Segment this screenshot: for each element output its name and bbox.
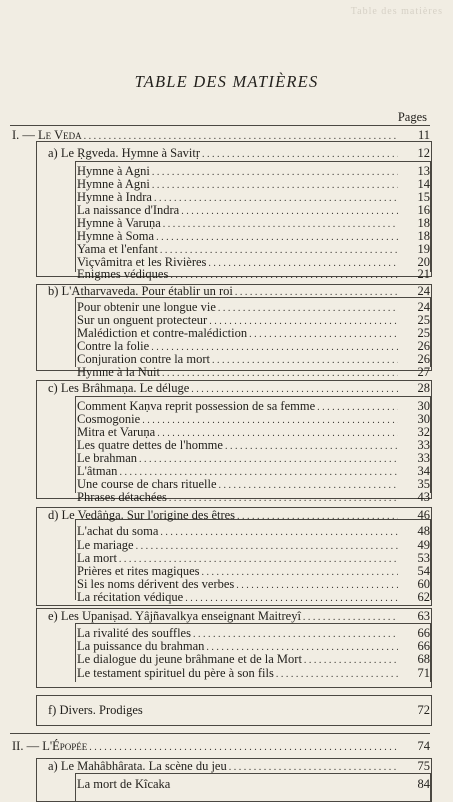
toc-entry-title: L'achat du soma: [77, 524, 159, 538]
toc-page-number: 34: [417, 464, 430, 478]
toc-section-a: [48, 146, 430, 160]
toc-page-number: 14: [417, 177, 430, 191]
toc-page-number: 18: [417, 216, 430, 230]
toc-page-number: 30: [417, 412, 430, 426]
toc-page-number: 46: [417, 508, 430, 522]
toc-entry-title: Hymne à la Nuit: [77, 365, 160, 379]
toc-entry-title: L'âtman: [77, 464, 118, 478]
toc-page-number: 66: [417, 626, 430, 640]
toc-page-number: 24: [417, 300, 430, 314]
toc-item: [77, 524, 430, 538]
top-rule: [10, 125, 430, 126]
toc-entry-title: La récitation védique: [77, 590, 184, 604]
toc-page-number: 24: [417, 284, 430, 298]
toc-page-number: 35: [417, 477, 430, 491]
toc-section-d: [48, 508, 430, 522]
toc-section-c: [48, 381, 430, 395]
toc-entry-title: Pour obtenir une longue vie: [77, 300, 216, 314]
toc-page-number: 25: [417, 313, 430, 327]
toc-entry-title: d) Le Vedâṅga. Sur l'origine des êtres: [48, 508, 236, 522]
toc-page-number: 26: [417, 352, 430, 366]
toc-page-number: 68: [417, 652, 430, 666]
toc-entry-title: La puissance du brahman: [77, 639, 205, 653]
toc-entry-title: c) Les Brâhmaṇa. Le déluge: [48, 381, 190, 395]
toc-page-number: 66: [417, 639, 430, 653]
mid-rule: [10, 733, 430, 734]
toc-page-number: 62: [417, 590, 430, 604]
dot-leader: [229, 761, 398, 775]
dot-leader: [276, 668, 398, 682]
toc-page-number: 18: [417, 229, 430, 243]
toc-entry-title: Hymne à Varuṇa: [77, 216, 161, 230]
toc-entry-title: La mort: [77, 551, 117, 565]
toc-item: [77, 399, 430, 413]
toc-page-number: 20: [417, 255, 430, 269]
toc-entry-title: II. — L'Épopée: [12, 739, 88, 753]
toc-item: [77, 300, 430, 314]
toc-entry-title: Cosmogonie: [77, 412, 141, 426]
toc-item: [77, 538, 430, 552]
toc-item: [77, 365, 430, 379]
toc-item: [77, 190, 430, 204]
toc-page-number: 27: [417, 365, 430, 379]
toc-entry-title: Si les noms dérivent des verbes: [77, 577, 235, 591]
toc-item: [77, 203, 430, 217]
dot-leader: [237, 510, 398, 524]
toc-entry-title: Le mariage: [77, 538, 134, 552]
toc-page-number: 16: [417, 203, 430, 217]
toc-page-number: 26: [417, 339, 430, 353]
toc-section-e: [48, 609, 430, 623]
toc-entry-title: I. — Le Veda: [12, 128, 82, 142]
toc-page-number: 25: [417, 326, 430, 340]
toc-page-number: 75: [417, 759, 430, 773]
toc-item: [77, 490, 430, 504]
toc-entry-title: La rivalité des souffles: [77, 626, 191, 640]
toc-entry-title: Une course de chars rituelle: [77, 477, 217, 491]
toc-item: [77, 551, 430, 565]
toc-item: [77, 229, 430, 243]
toc-page-number: 28: [417, 381, 430, 395]
toc-item: [77, 326, 430, 340]
toc-item: [77, 577, 430, 591]
dot-leader: [202, 148, 398, 162]
toc-entry-title: Mitra et Varuṇa: [77, 425, 156, 439]
toc-entry-title: a) Le Mahâbhârata. La scène du jeu: [48, 759, 227, 773]
toc-page-number: 43: [417, 490, 430, 504]
toc-item: [77, 352, 430, 366]
toc-entry-title: Conjuration contre la mort: [77, 352, 210, 366]
toc-entry-title: Comment Kaṇva reprit possession de sa femme: [77, 399, 316, 413]
toc-entry-title: Le testament spirituel du père à son fils: [77, 666, 274, 680]
toc-item: [77, 477, 430, 491]
page-title: TABLE DES MATIÈRES: [134, 72, 319, 91]
toc-entry-title: Phrases détachées: [77, 490, 167, 504]
dot-leader: [162, 367, 398, 381]
toc-part-1: [12, 128, 430, 142]
toc-page-number: 13: [417, 164, 430, 178]
toc-item: [77, 177, 430, 191]
dot-leader: [303, 611, 398, 625]
toc-item: [77, 216, 430, 230]
toc-page-number: 32: [417, 425, 430, 439]
toc-part-2: [12, 739, 430, 753]
toc-page-number: 84: [417, 777, 430, 791]
dot-leader: [84, 130, 398, 144]
toc-entry-title: a) Le Ṛgveda. Hymne à Savitṛ: [48, 146, 201, 160]
toc-page-number: 15: [417, 190, 430, 204]
toc-entry-title: e) Les Upaniṣad. Yâjñavalkya enseignant Maitreyî: [48, 609, 301, 623]
toc-item: [77, 425, 430, 439]
toc-item: [77, 564, 430, 578]
toc-entry-title: Hymne à Agni: [77, 164, 150, 178]
toc-entry-title: Viçvâmitra et les Rivières: [77, 255, 207, 269]
toc-page-number: 74: [417, 739, 430, 753]
toc-entry-title: Malédiction et contre-malédiction: [77, 326, 248, 340]
toc-entry-title: b) L'Atharvaveda. Pour établir un roi: [48, 284, 233, 298]
toc-page-number: 19: [417, 242, 430, 256]
toc-page-number: 71: [417, 666, 430, 680]
dot-leader: [169, 492, 398, 506]
toc-entry-title: f) Divers. Prodiges: [48, 703, 143, 717]
dot-leader: [235, 286, 398, 300]
toc-entry-title: Le brahman: [77, 451, 138, 465]
toc-page-number: 30: [417, 399, 430, 413]
toc-entry-title: Sur un onguent protecteur: [77, 313, 208, 327]
toc-entry-title: Hymne à Indra: [77, 190, 152, 204]
toc-page-number: 21: [417, 267, 430, 281]
toc-item: [77, 590, 430, 604]
toc-page-number: 48: [417, 524, 430, 538]
toc-page-number: 53: [417, 551, 430, 565]
toc-item: [77, 639, 430, 653]
toc-item: [77, 313, 430, 327]
toc-item: [77, 164, 430, 178]
toc-page-number: 11: [417, 128, 430, 142]
toc-entry-title: Prières et rites magiques: [77, 564, 200, 578]
toc-item: [77, 666, 430, 680]
dot-leader: [191, 383, 398, 397]
toc-entry-title: Les quatre dettes de l'homme: [77, 438, 223, 452]
toc-page-number: 49: [417, 538, 430, 552]
toc-page-number: 33: [417, 451, 430, 465]
toc-section-mahabharata: [48, 759, 430, 773]
toc-page-number: 33: [417, 438, 430, 452]
toc-entry-title: La naissance d'Indra: [77, 203, 180, 217]
toc-entry-title: Yama et l'enfant: [77, 242, 158, 256]
dot-leader: [89, 741, 398, 755]
toc-item: [77, 626, 430, 640]
toc-entry-title: Contre la folie: [77, 339, 150, 353]
toc-item: [77, 267, 430, 281]
toc-entry-title: Le dialogue du jeune brâhmane et de la Mort: [77, 652, 302, 666]
dot-leader: [185, 592, 398, 606]
toc-page-number: 12: [417, 146, 430, 160]
toc-item: [77, 652, 430, 666]
toc-entry-title: Hymne à Agni: [77, 177, 150, 191]
toc-item: [77, 464, 430, 478]
toc-section-f: [48, 703, 430, 717]
toc-entry-title: Hymne à Soma: [77, 229, 155, 243]
toc-item: [77, 438, 430, 452]
toc-item: [77, 777, 430, 791]
toc-section-b: [48, 284, 430, 298]
running-head-bleed: Table des matières: [350, 6, 443, 17]
toc-item: [77, 242, 430, 256]
toc-item: [77, 339, 430, 353]
toc-page-number: 63: [417, 609, 430, 623]
toc-page-number: 54: [417, 564, 430, 578]
toc-item: [77, 451, 430, 465]
toc-page-number: 72: [417, 703, 430, 717]
toc-entry-title: Enigmes védiques: [77, 267, 169, 281]
toc-entry-title: La mort de Kîcaka: [77, 777, 171, 791]
pages-column-heading: Pages: [397, 110, 427, 124]
dot-leader: [170, 269, 398, 283]
toc-item: [77, 412, 430, 426]
toc-page-number: 60: [417, 577, 430, 591]
